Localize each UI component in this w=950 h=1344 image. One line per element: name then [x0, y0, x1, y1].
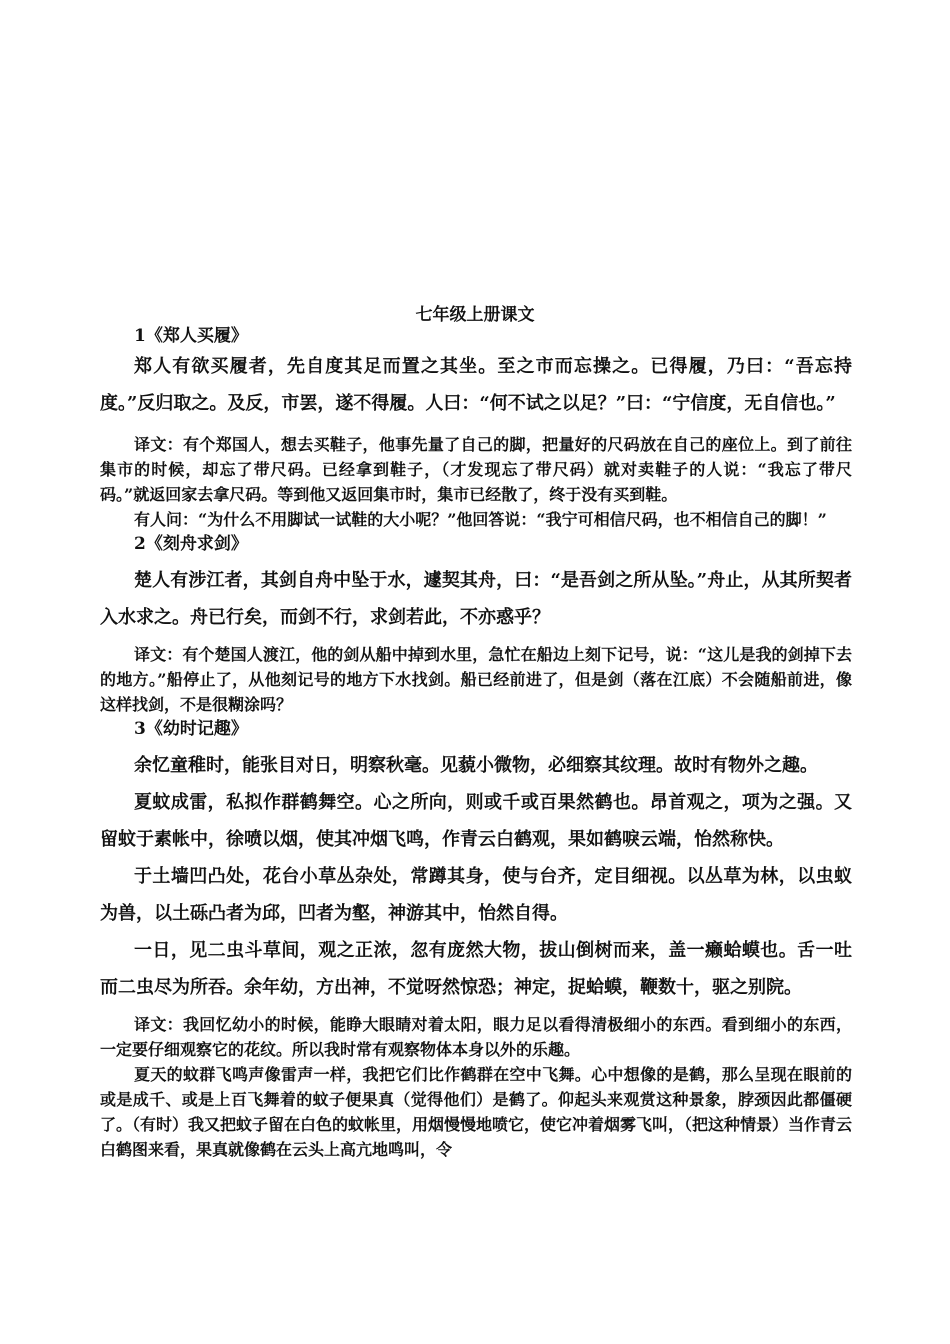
- lesson-3-original-p3: 于土墙凹凸处，花台小草丛杂处，常蹲其身，使与台齐，定目细视。以丛草为林，以虫蚁为兽，以土砾凸者为邱，凹者为壑，神游其中，怡然自得。: [100, 866, 852, 924]
- lesson-1-translation-p1: 译文：有个郑国人，想去买鞋子，他事先量了自己的脚，把量好的尺码放在自己的座位上。到了前往集市的时候，却忘了带尺码。已经拿到鞋子，（才发现忘了带尺码）就对卖鞋子的人说：“我忘了带尺码。”就返回家去拿尺码。等到他又返回集市时，集市已经散了，终于没有买到鞋。: [100, 435, 852, 504]
- lesson-3-original-p4: 一日，见二虫斗草间，观之正浓，忽有庞然大物，拔山倒树而来，盖一癞蛤蟆也。舌一吐而二虫尽为所吞。余年幼，方出神，不觉呀然惊恐；神定，捉蛤蟆，鞭数十，驱之别院。: [100, 940, 852, 998]
- lesson-1-translation-p2: 有人问：“为什么不用脚试一试鞋的大小呢？”他回答说：“我宁可相信尺码，也不相信自己的脚！”: [134, 510, 827, 529]
- lesson-2-translation: 译文：有个楚国人渡江，他的剑从船中掉到水里，急忙在船边上刻下记号，说：“这儿是我的剑掉下去的地方。”船停止了，从他刻记号的地方下水找剑。船已经前进了，但是剑（落在江底）不会随船前进，像这样找剑，不是很糊涂吗？: [100, 645, 852, 714]
- document-body: [100, 324, 852, 1162]
- lesson-3-translation-p2: 夏天的蚊群飞鸣声像雷声一样，我把它们比作鹤群在空中飞舞。心中想像的是鹤，那么呈现在眼前的或是成千、或是上百飞舞着的蚊子便果真（觉得他们）是鹤了。仰起头来观赏这种景象，脖颈因此都僵硬了。（有时）我又把蚊子留在白色的蚊帐里，用烟慢慢地喷它，使它冲着烟雾飞叫，（把这种情景）当作青云白鹤图来看，果真就像鹤在云头上高亢地鸣叫，令: [100, 1065, 853, 1159]
- lesson-1-original: 郑人有欲买履者，先自度其足而置之其坐。至之市而忘操之。已得履，乃曰：“吾忘持度。”反归取之。及反，市罢，遂不得履。人曰：“何不试之以足？”曰：“宁信度，无自信也。”: [100, 356, 852, 414]
- lesson-3-original-p2: 夏蚊成雷，私拟作群鹤舞空。心之所向，则或千或百果然鹤也。昂首观之，项为之强。又留蚊于素帐中，徐喷以烟，使其冲烟飞鸣，作青云白鹤观，果如鹤唳云端，怡然称快。: [100, 792, 852, 850]
- lesson-1-heading: 1《郑人买履》: [134, 326, 248, 346]
- lesson-3-heading: 3《幼时记趣》: [134, 719, 248, 739]
- document-title: 七年级上册课文: [415, 305, 535, 325]
- lesson-3-translation-p1: 译文：我回忆幼小的时候，能睁大眼睛对着太阳，眼力足以看得清极细小的东西。看到细小的东西，一定要仔细观察它的花纹。所以我时常有观察物体本身以外的乐趣。: [100, 1015, 852, 1059]
- lesson-2-heading: 2《刻舟求剑》: [134, 534, 248, 554]
- lesson-2-original: 楚人有涉江者，其剑自舟中坠于水，遽契其舟，曰：“是吾剑之所从坠。”舟止，从其所契者入水求之。舟已行矣，而剑不行，求剑若此，不亦惑乎？: [100, 570, 852, 628]
- lesson-3-original-p1: 余忆童稚时，能张目对日，明察秋毫。见藐小微物，必细察其纹理。故时有物外之趣。: [134, 755, 818, 776]
